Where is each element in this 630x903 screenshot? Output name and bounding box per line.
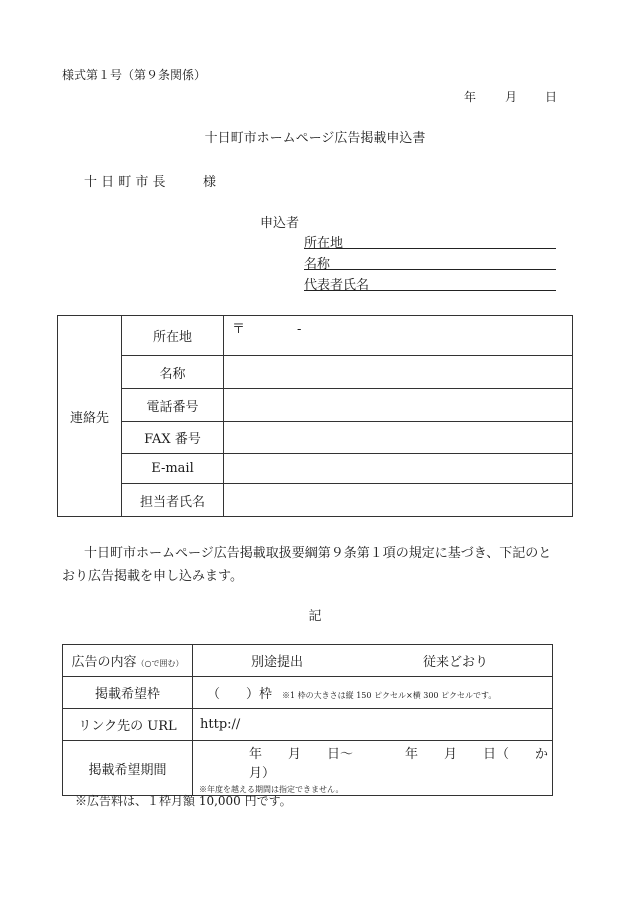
contact-phone-label: 電話番号 <box>122 389 224 422</box>
addressee-name: 十 日 町 市 長 <box>84 175 166 190</box>
contact-fax-label: FAX 番号 <box>122 422 224 454</box>
date-day: 日 <box>545 90 558 104</box>
applicant-address-label: 所在地 <box>304 236 344 251</box>
document-title: 十日町市ホームページ広告掲載申込書 <box>204 131 426 146</box>
contact-phone-value[interactable] <box>224 389 573 422</box>
body-text-line1: 十日町市ホームページ広告掲載取扱要綱第９条第１項の規定に基づき、下記のと <box>84 546 552 561</box>
ad-content-label: 広告の内容 <box>71 655 137 670</box>
contact-person-value[interactable] <box>224 484 573 517</box>
ad-url-value[interactable]: http:// <box>193 709 553 741</box>
ad-period-value: 年 月 日～ 年 月 日（ か月） <box>249 747 549 781</box>
applicant-heading: 申込者 <box>260 216 300 231</box>
form-number: 様式第１号（第９条関係） <box>62 68 207 82</box>
contact-table <box>57 315 573 517</box>
date-year: 年 <box>464 90 477 104</box>
ki-heading: 記 <box>308 609 322 624</box>
addressee-honorific: 様 <box>203 175 217 190</box>
ad-period-value-cell[interactable] <box>193 741 553 796</box>
contact-address-label: 所在地 <box>122 316 224 356</box>
ad-url-label: リンク先の URL <box>63 709 193 741</box>
ad-content-note: （○で囲む） <box>136 659 184 668</box>
contact-fax-value[interactable] <box>224 422 573 454</box>
ad-content-options <box>193 645 553 677</box>
contact-address-value[interactable]: 〒 - <box>224 316 573 356</box>
contact-name-value[interactable] <box>224 356 573 389</box>
ad-frame-value-cell[interactable] <box>193 677 553 709</box>
contact-name-label: 名称 <box>122 356 224 389</box>
ad-period-label: 掲載希望期間 <box>63 741 193 796</box>
applicant-name-field[interactable] <box>304 253 556 270</box>
ad-period-note: ※年度を越える期間は指定できません。 <box>199 785 344 794</box>
applicant-representative-label: 代表者氏名 <box>304 278 370 293</box>
contact-person-label: 担当者氏名 <box>122 484 224 517</box>
contact-email-label: E-mail <box>122 454 224 484</box>
contact-email-value[interactable] <box>224 454 573 484</box>
fee-note: ※広告料は、１枠月額 10,000 円です。 <box>75 794 292 808</box>
applicant-representative-field[interactable] <box>304 274 556 291</box>
applicant-name-label: 名称 <box>304 257 331 272</box>
ad-frame-note: ※1 枠の大きさは縦 150 ピクセル×横 300 ピクセルです。 <box>282 691 497 700</box>
body-text-line2: おり広告掲載を申し込みます。 <box>62 569 243 584</box>
ad-frame-value: （ ）枠 <box>207 687 273 702</box>
ad-content-label-cell <box>63 645 193 677</box>
ad-content-option-same[interactable]: 従来どおり <box>423 655 489 670</box>
date-month: 月 <box>505 90 518 104</box>
ad-content-option-separate[interactable]: 別途提出 <box>251 655 304 670</box>
contact-group-label: 連絡先 <box>58 316 122 517</box>
ad-table <box>62 644 553 796</box>
applicant-address-field[interactable] <box>304 232 556 249</box>
ad-frame-label: 掲載希望枠 <box>63 677 193 709</box>
